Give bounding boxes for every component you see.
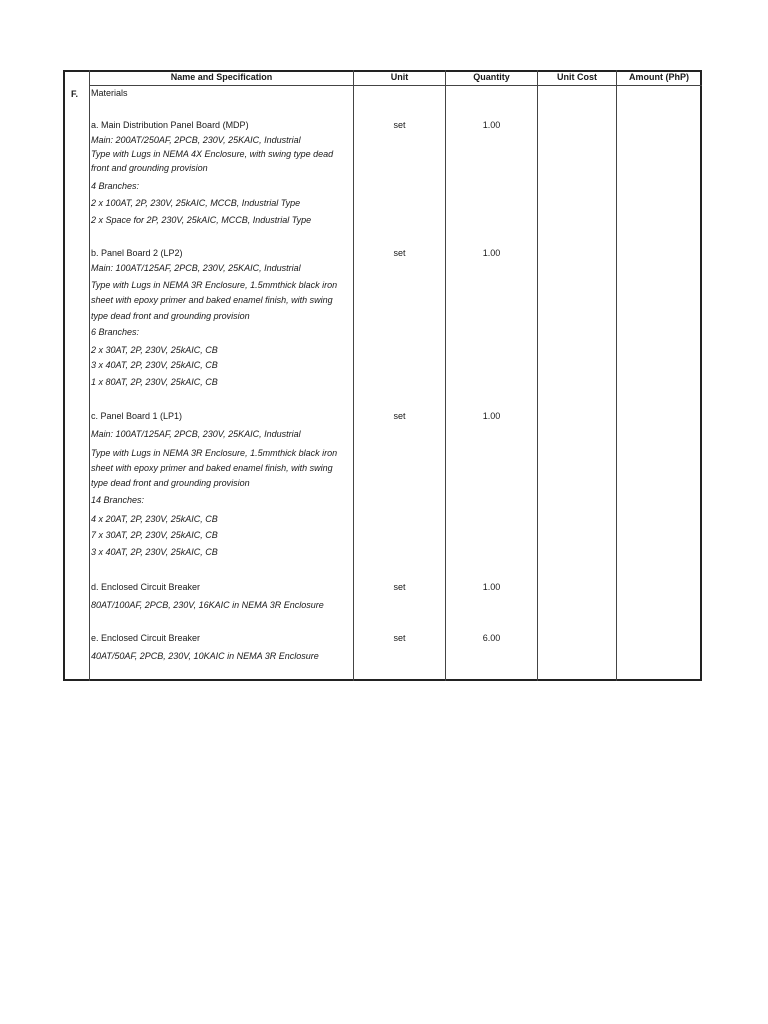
item-unit: set xyxy=(393,120,406,130)
item-spec-line: sheet with epoxy primer and baked enamel finish, with swing xyxy=(91,463,333,473)
header-quantity: Quantity xyxy=(473,72,510,82)
item-title: e. Enclosed Circuit Breaker xyxy=(91,633,201,643)
item-spec-line: type dead front and grounding provision xyxy=(91,478,250,488)
item-spec-line: Type with Lugs in NEMA 4X Enclosure, with swing type dead xyxy=(91,149,334,159)
item-spec-line: 2 x 100AT, 2P, 230V, 25kAIC, MCCB, Industrial Type xyxy=(91,198,301,208)
item-spec-line: 3 x 40AT, 2P, 230V, 25kAIC, CB xyxy=(91,547,218,557)
bill-of-materials-table xyxy=(63,70,702,681)
item-quantity: 1.00 xyxy=(482,120,501,130)
item-spec-line: front and grounding provision xyxy=(91,163,208,173)
item-title: a. Main Distribution Panel Board (MDP) xyxy=(91,120,249,130)
column-divider xyxy=(616,70,617,681)
section-title: Materials xyxy=(91,88,128,98)
header-amount: Amount (PhP) xyxy=(629,72,689,82)
column-divider xyxy=(89,70,90,681)
item-unit: set xyxy=(393,248,406,258)
header-divider xyxy=(89,85,702,86)
item-spec-line: Main: 100AT/125AF, 2PCB, 230V, 25KAIC, Industrial xyxy=(91,429,301,439)
item-spec-line: 40AT/50AF, 2PCB, 230V, 10KAIC in NEMA 3R Enclosure xyxy=(91,651,319,661)
item-quantity: 1.00 xyxy=(482,582,501,592)
column-divider xyxy=(537,70,538,681)
header-name-specification: Name and Specification xyxy=(170,72,273,82)
item-quantity: 1.00 xyxy=(482,248,501,258)
item-spec-line: 2 x 30AT, 2P, 230V, 25kAIC, CB xyxy=(91,345,218,355)
item-unit: set xyxy=(393,633,406,643)
item-spec-line: Main: 100AT/125AF, 2PCB, 230V, 25KAIC, Industrial xyxy=(91,263,301,273)
section-letter: F. xyxy=(71,89,79,99)
item-spec-line: type dead front and grounding provision xyxy=(91,311,250,321)
item-spec-line: 7 x 30AT, 2P, 230V, 25kAIC, CB xyxy=(91,530,218,540)
header-unit-cost: Unit Cost xyxy=(557,72,597,82)
item-quantity: 6.00 xyxy=(482,633,501,643)
item-title: b. Panel Board 2 (LP2) xyxy=(91,248,183,258)
item-spec-line: 3 x 40AT, 2P, 230V, 25kAIC, CB xyxy=(91,360,218,370)
item-spec-line: Main: 200AT/250AF, 2PCB, 230V, 25KAIC, Industrial xyxy=(91,135,301,145)
item-unit: set xyxy=(393,411,406,421)
item-unit: set xyxy=(393,582,406,592)
item-quantity: 1.00 xyxy=(482,411,501,421)
item-spec-line: sheet with epoxy primer and baked enamel finish, with swing xyxy=(91,295,333,305)
item-spec-line: 4 x 20AT, 2P, 230V, 25kAIC, CB xyxy=(91,514,218,524)
item-title: c. Panel Board 1 (LP1) xyxy=(91,411,183,421)
item-spec-line: 80AT/100AF, 2PCB, 230V, 16KAIC in NEMA 3R Enclosure xyxy=(91,600,324,610)
item-spec-line: 6 Branches: xyxy=(91,327,140,337)
header-unit: Unit xyxy=(390,72,409,82)
item-spec-line: Type with Lugs in NEMA 3R Enclosure, 1.5mmthick black iron xyxy=(91,448,338,458)
item-spec-line: 2 x Space for 2P, 230V, 25kAIC, MCCB, Industrial Type xyxy=(91,215,312,225)
item-spec-line: 1 x 80AT, 2P, 230V, 25kAIC, CB xyxy=(91,377,218,387)
item-spec-line: 4 Branches: xyxy=(91,181,140,191)
item-title: d. Enclosed Circuit Breaker xyxy=(91,582,201,592)
item-spec-line: Type with Lugs in NEMA 3R Enclosure, 1.5mmthick black iron xyxy=(91,280,338,290)
item-spec-line: 14 Branches: xyxy=(91,495,145,505)
